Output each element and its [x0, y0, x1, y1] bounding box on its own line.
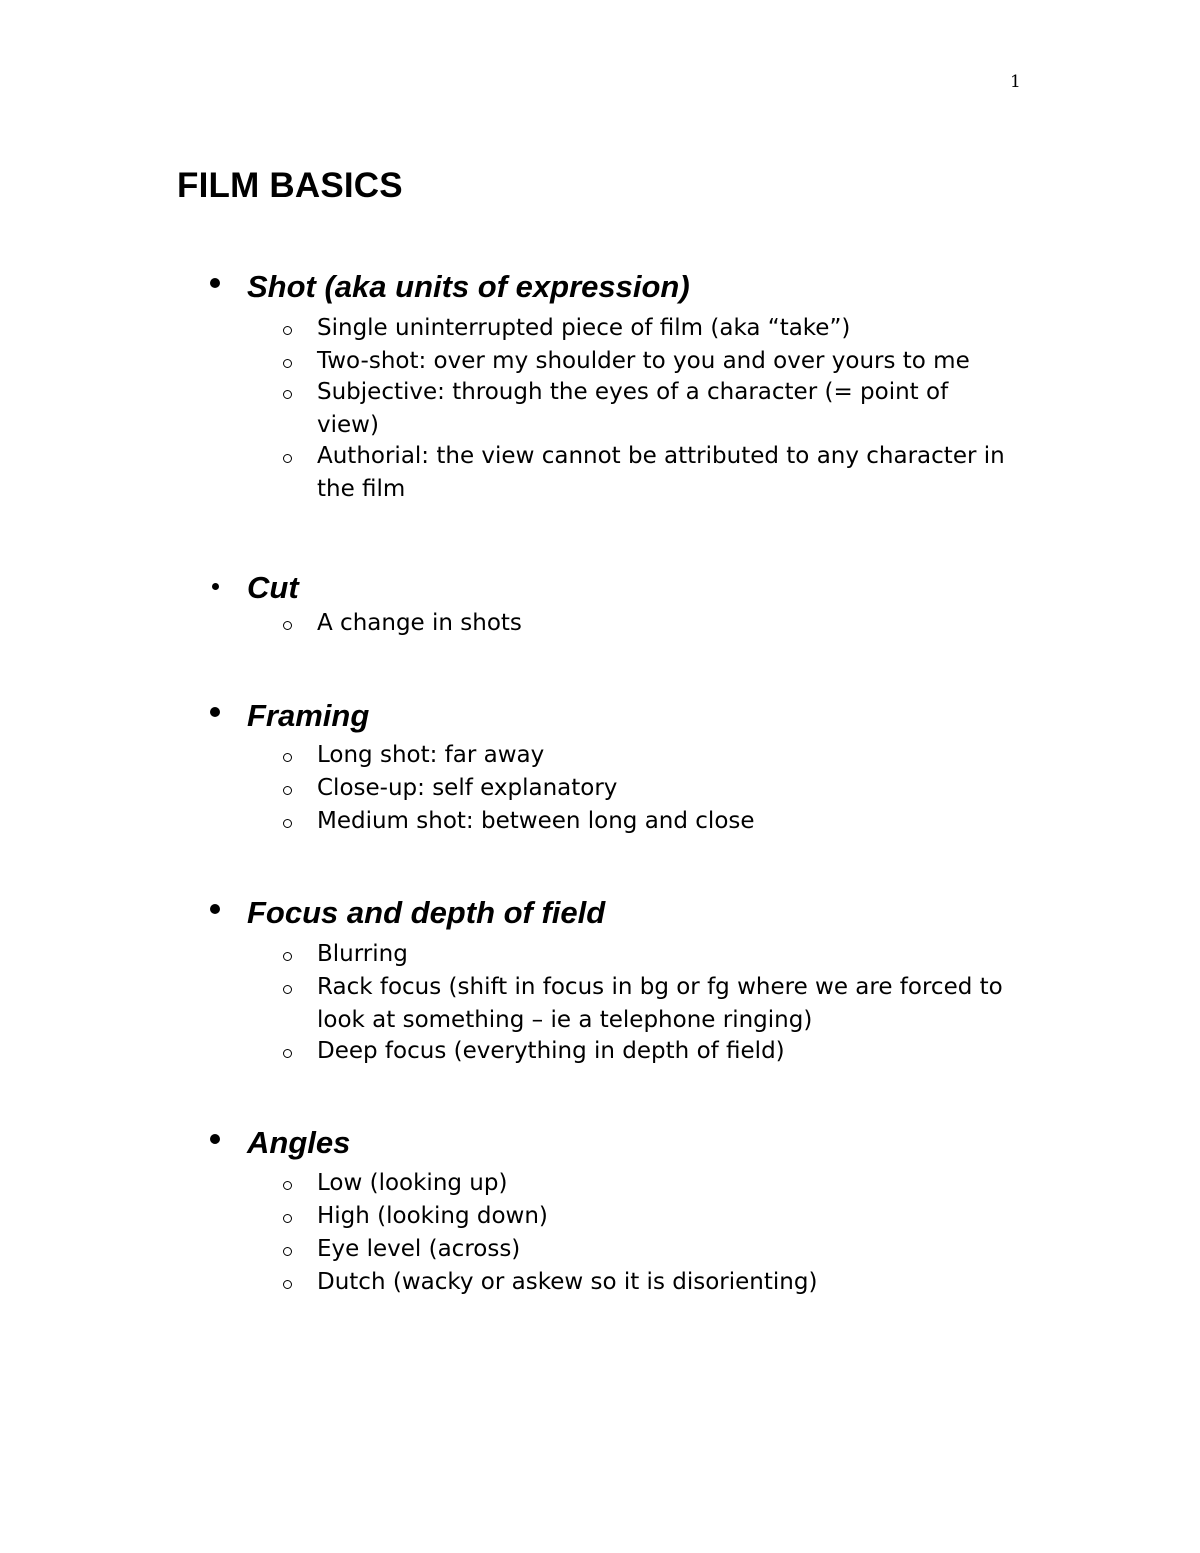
document-title: FILM BASICS: [177, 166, 403, 205]
circle-bullet-icon: [283, 1181, 292, 1190]
list-item: Blurring: [0, 938, 1017, 971]
list-item: Rack focus (shift in focus in bg or fg where we are forced to look at something – ie a telephone ringing): [0, 971, 1017, 1037]
section-heading: Focus and depth of field: [247, 895, 606, 930]
bullet-icon: [210, 904, 220, 914]
circle-bullet-icon: [283, 753, 292, 762]
section-shot: [0, 268, 1200, 506]
circle-bullet-icon: [283, 454, 292, 463]
circle-bullet-icon: [283, 359, 292, 368]
list-item: High (looking down): [0, 1200, 1017, 1233]
list-item: Medium shot: between long and close: [0, 805, 1017, 838]
list-item: Dutch (wacky or askew so it is disorienting): [0, 1266, 1017, 1299]
list-item: Long shot: far away: [0, 739, 1017, 772]
list-item: Subjective: through the eyes of a character (= point of view): [0, 376, 1017, 442]
list-item: Authorial: the view cannot be attributed to any character in the film: [0, 440, 1017, 506]
circle-bullet-icon: [283, 1280, 292, 1289]
list-item: Eye level (across): [0, 1233, 1017, 1266]
list-item: Close-up: self explanatory: [0, 772, 1017, 805]
circle-bullet-icon: [283, 326, 292, 335]
circle-bullet-icon: [283, 985, 292, 994]
page-number: 1: [1010, 72, 1021, 92]
circle-bullet-icon: [283, 786, 292, 795]
section-framing: [0, 697, 1200, 838]
list-item: A change in shots: [0, 607, 1017, 640]
list-item: Deep focus (everything in depth of field): [0, 1035, 1017, 1068]
list-item: Two-shot: over my shoulder to you and over yours to me: [0, 345, 1017, 378]
bullet-icon: [210, 278, 220, 288]
circle-bullet-icon: [283, 952, 292, 961]
section-cut: [0, 569, 1200, 640]
circle-bullet-icon: [283, 1247, 292, 1256]
section-heading: Cut: [247, 570, 299, 605]
list-item: Low (looking up): [0, 1167, 1017, 1200]
section-angles: [0, 1124, 1200, 1299]
circle-bullet-icon: [283, 1049, 292, 1058]
circle-bullet-icon: [283, 1214, 292, 1223]
list-item: Single uninterrupted piece of film (aka “take”): [0, 312, 1017, 345]
section-heading: Shot (aka units of expression): [247, 269, 690, 304]
bullet-icon: [212, 583, 219, 590]
bullet-icon: [210, 707, 220, 717]
section-heading: Angles: [247, 1125, 351, 1160]
section-focus: [0, 894, 1200, 1068]
bullet-icon: [210, 1134, 220, 1144]
circle-bullet-icon: [283, 819, 292, 828]
circle-bullet-icon: [283, 390, 292, 399]
section-heading: Framing: [247, 698, 370, 733]
circle-bullet-icon: [283, 621, 292, 630]
